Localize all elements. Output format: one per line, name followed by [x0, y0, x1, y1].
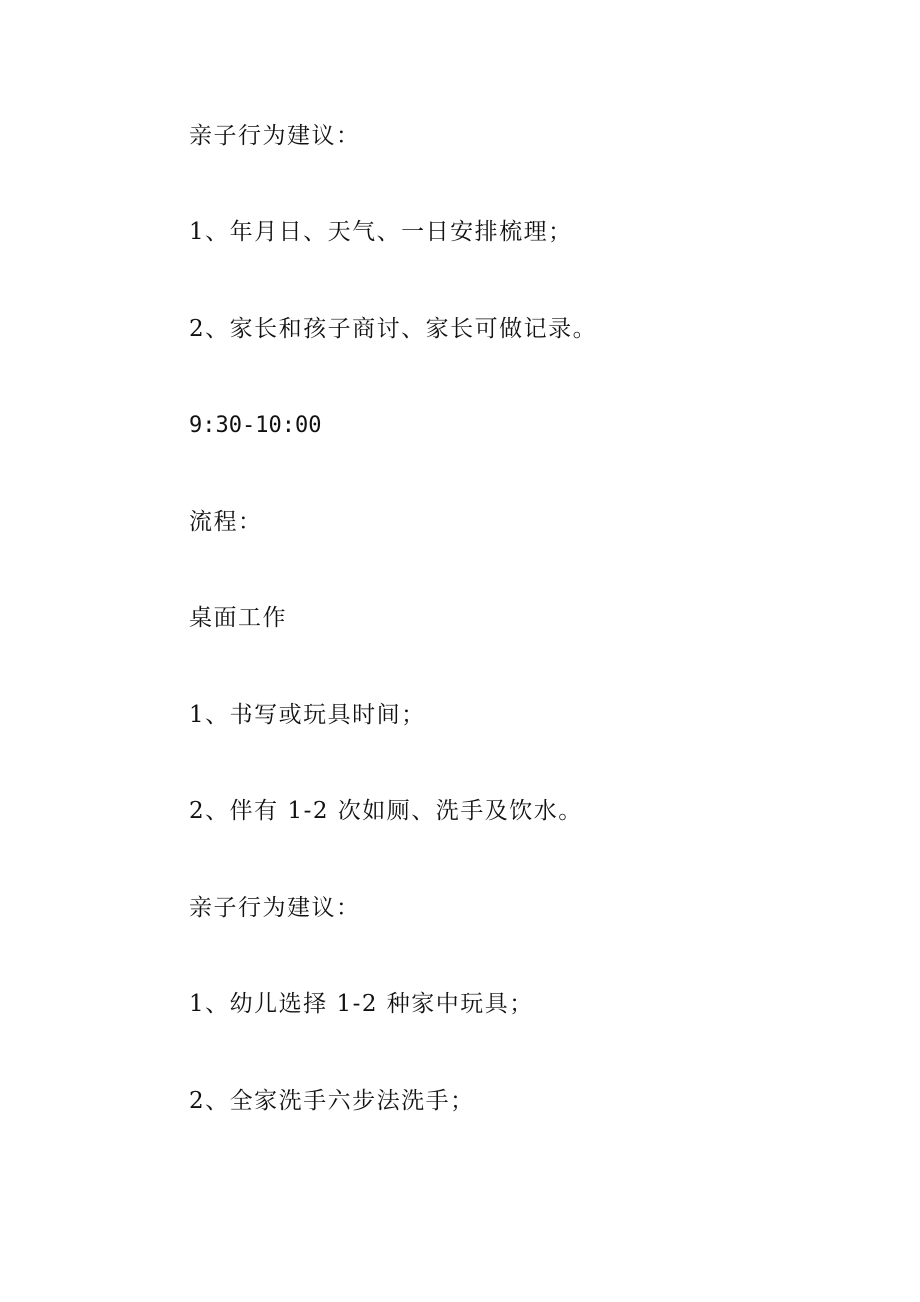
- process-heading: 流程：: [189, 509, 263, 535]
- suggestion-item-4: 2、全家洗手六步法洗手；: [189, 1088, 475, 1114]
- process-item-2: 2、伴有 1-2 次如厕、洗手及饮水。: [189, 798, 583, 824]
- suggestion-item-3: 1、幼儿选择 1-2 种家中玩具；: [189, 991, 534, 1017]
- process-item-1: 1、书写或玩具时间；: [189, 702, 426, 728]
- section-heading-parent-child-suggestions-2: 亲子行为建议：: [189, 895, 361, 921]
- activity-title: 桌面工作: [189, 605, 287, 631]
- time-range: 9:30-10:00: [189, 413, 322, 438]
- suggestion-item-1: 1、年月日、天气、一日安排梳理；: [189, 219, 573, 245]
- section-heading-parent-child-suggestions: 亲子行为建议：: [189, 123, 361, 149]
- suggestion-item-2: 2、家长和孩子商讨、家长可做记录。: [189, 316, 598, 342]
